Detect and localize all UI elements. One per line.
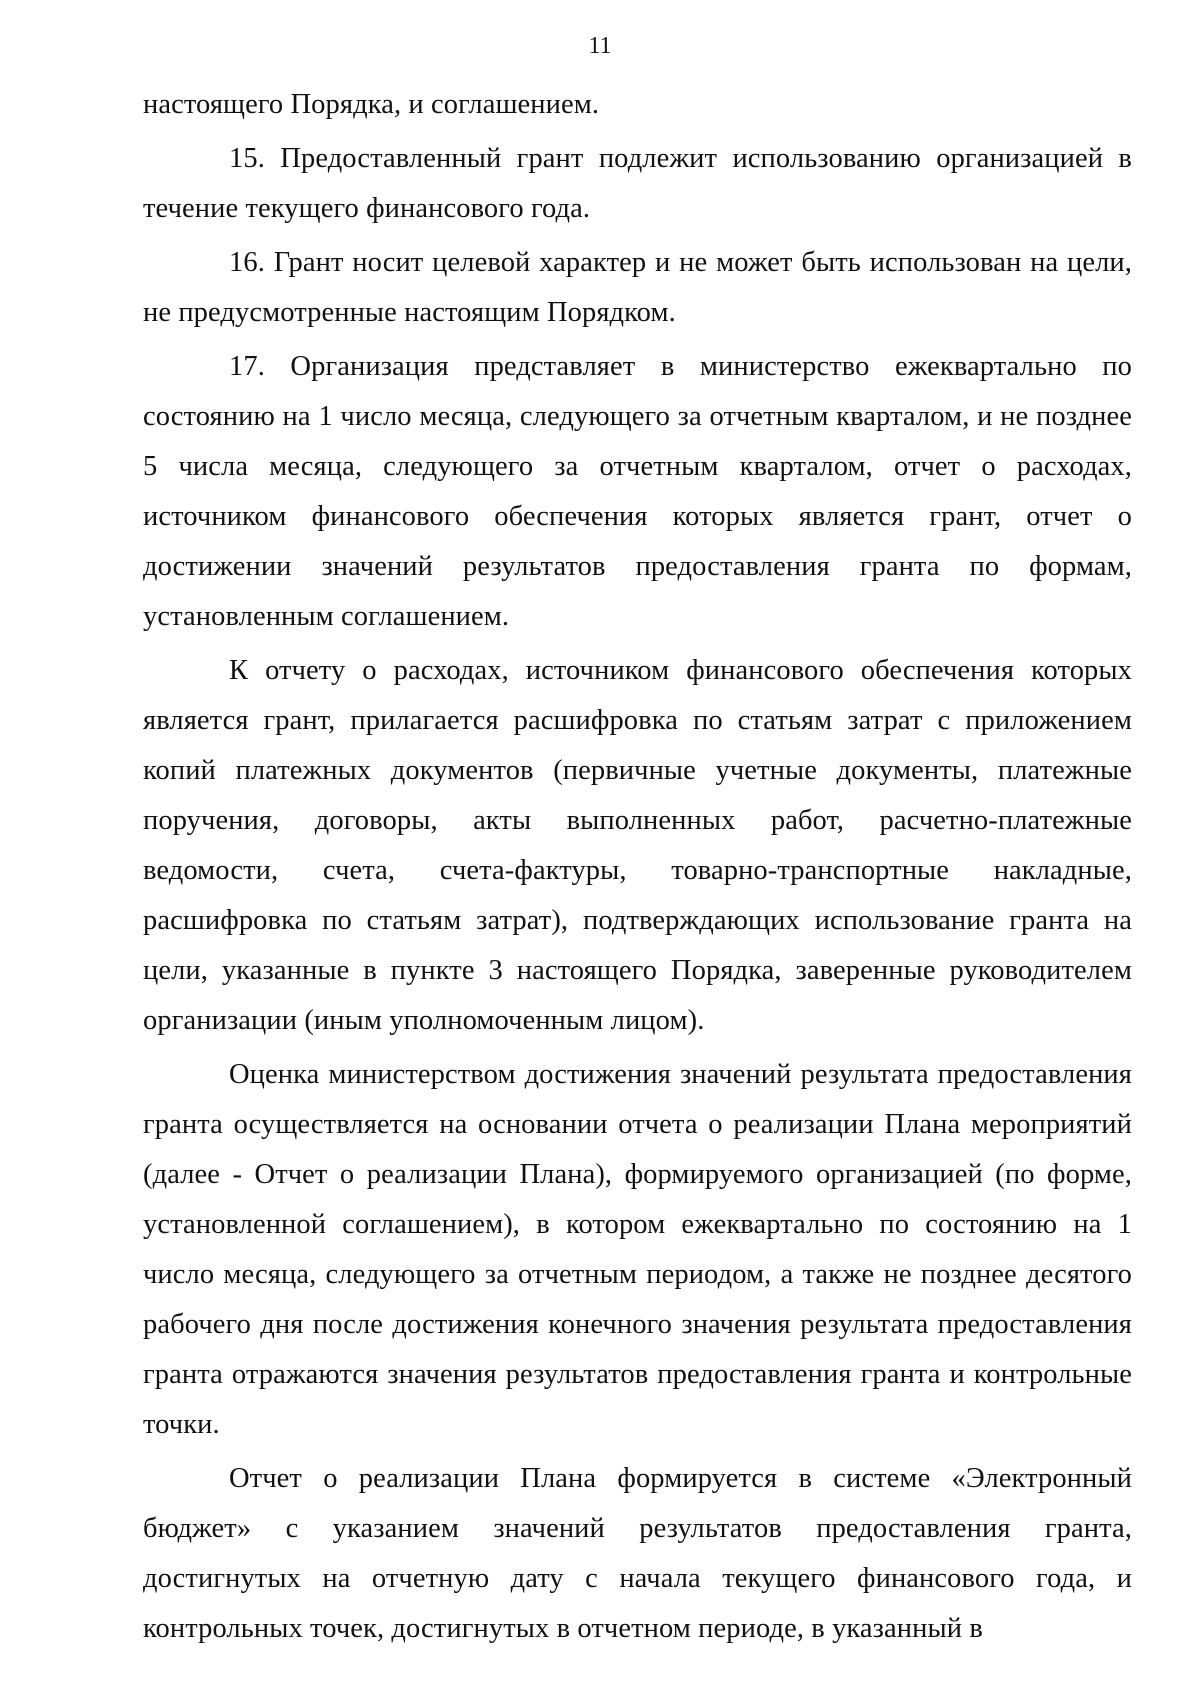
paragraph-continuation: настоящего Порядка, и соглашением. [143, 89, 600, 120]
paragraph-results-assessment: Оценка министерством достижения значений результата предоставления гранта осуществляется на основании отчета о реализации Плана мероприятий (далее - Отчет о реализации Плана), формируемого организацией (по форме, установленной соглашением), в котором ежеквартально по состоянию на 1 число месяца, следующего за отчетным периодом, а также не позднее десятого рабочего дня после достижения конечного значения результата предоставления гранта отражаются значения результатов предоставления гранта и контрольные точки. [143, 1059, 1132, 1440]
paragraph-item-17: 17. Организация представляет в министерство ежеквартально по состоянию на 1 число месяца, следующего за отчетным кварталом, и не позднее 5 числа месяца, следующего за отчетным кварталом, отчет о расходах, источником финансового обеспечения которых является грант, отчет о достижении значений результатов предоставления гранта по формам, установленным соглашением. [143, 351, 1132, 632]
paragraph-plan-report-system: Отчет о реализации Плана формируется в системе «Электронный бюджет» с указанием значений результатов предоставления гранта, достигнутых на отчетную дату с начала текущего финансового года, и контрольных точек, достигнутых в отчетном периоде, в указанный в [143, 1463, 1132, 1644]
document-body [143, 80, 1132, 1658]
paragraph-expense-report-attachments: К отчету о расходах, источником финансового обеспечения которых является грант, прилагается расшифровка по статьям затрат с приложением копий платежных документов (первичные учетные документы, платежные поручения, договоры, акты выполненных работ, расчетно-платежные ведомости, счета, счета-фактуры, товарно-транспортные накладные, расшифровка по статьям затрат), подтверждающих использование гранта на цели, указанные в пункте 3 настоящего Порядка, заверенные руководителем организации (иным уполномоченным лицом). [143, 655, 1132, 1036]
paragraph-item-15: 15. Предоставленный грант подлежит использованию организацией в течение текущего финансового года. [143, 143, 1132, 224]
page-number: 11 [588, 33, 612, 59]
paragraph-item-16: 16. Грант носит целевой характер и не может быть использован на цели, не предусмотренные настоящим Порядком. [143, 247, 1132, 328]
